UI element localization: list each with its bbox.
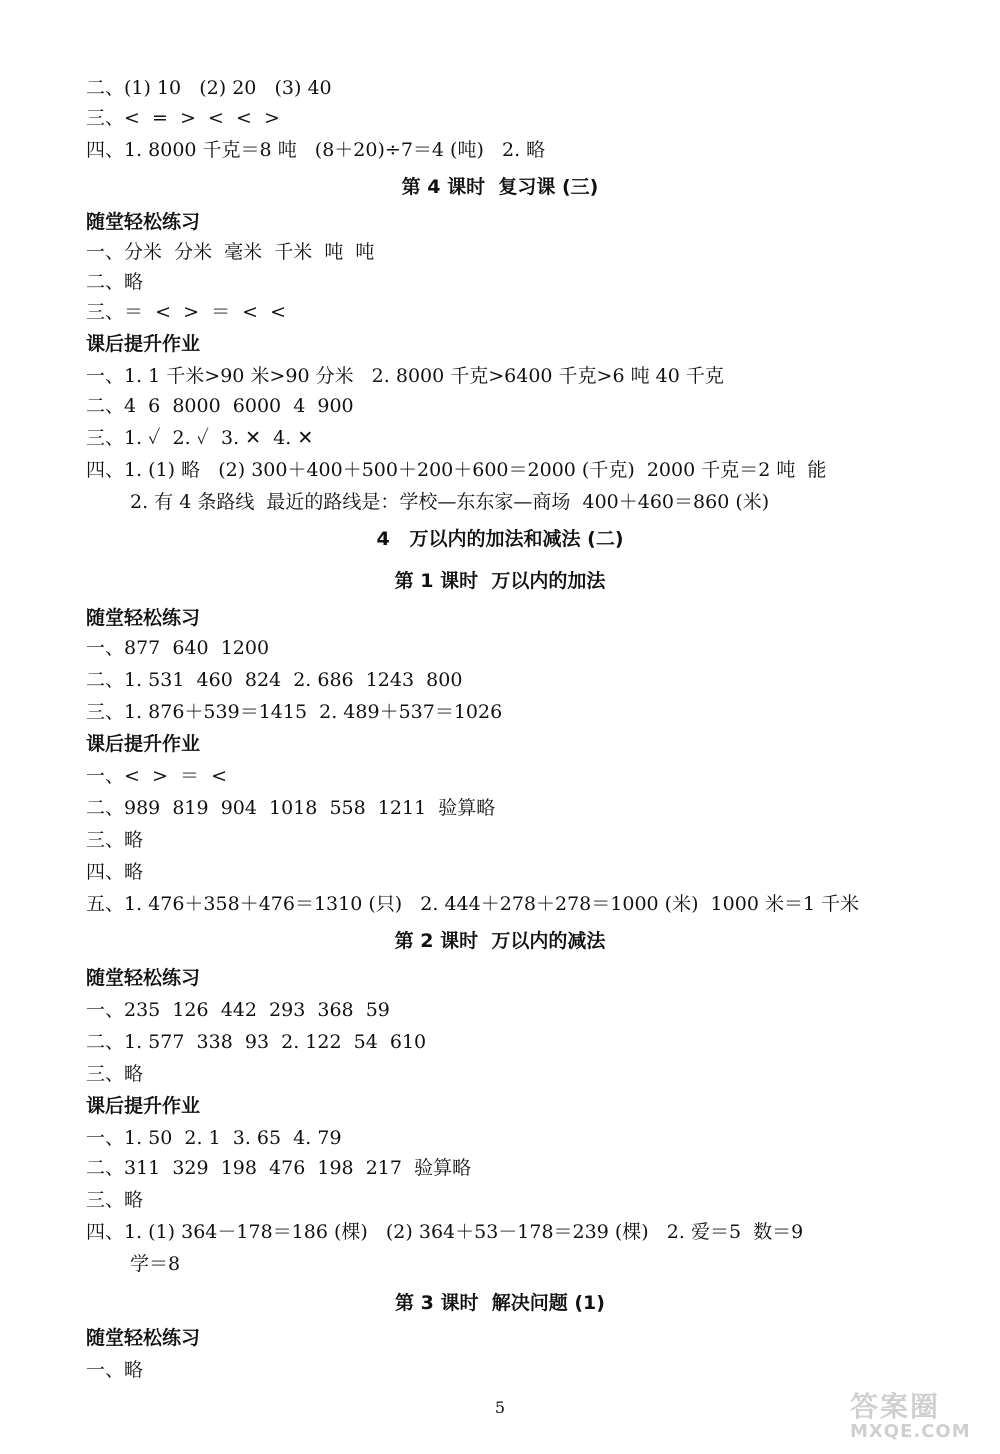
lesson-heading: 第 3 课时 解决问题 (1) bbox=[395, 1292, 605, 1314]
answer-line: 一、877 640 1200 bbox=[86, 637, 270, 659]
answer-line: 二、989 819 904 1018 558 1211 验算略 bbox=[86, 797, 496, 819]
answer-line: 一、235 126 442 293 368 59 bbox=[86, 999, 390, 1021]
answer-line: 一、略 bbox=[86, 1359, 144, 1381]
section-subheading: 随堂轻松练习 bbox=[86, 607, 201, 629]
answer-line: 二、略 bbox=[86, 271, 144, 293]
unit-heading: 4 万以内的加法和减法 (二) bbox=[376, 528, 624, 550]
section-subheading: 课后提升作业 bbox=[86, 733, 201, 755]
answer-line: 一、< > ＝ < bbox=[86, 765, 227, 787]
watermark-logo bbox=[850, 1392, 990, 1448]
answer-line: 一、1. 1 千米>90 米>90 分米 2. 8000 千克>6400 千克>6 吨 40 千克 bbox=[86, 365, 724, 387]
answer-line: 三、略 bbox=[86, 1063, 144, 1085]
section-subheading: 随堂轻松练习 bbox=[86, 967, 201, 989]
answer-line: 二、4 6 8000 6000 4 900 bbox=[86, 395, 354, 417]
lesson-heading: 第 1 课时 万以内的加法 bbox=[394, 570, 606, 592]
answer-line: 一、1. 50 2. 1 3. 65 4. 79 bbox=[86, 1127, 342, 1149]
answer-line: 四、1. (1) 略 (2) 300＋400＋500＋200＋600＝2000 (千克) 2000 千克＝2 吨 能 bbox=[86, 459, 827, 481]
answer-line: 一、分米 分米 毫米 千米 吨 吨 bbox=[86, 241, 375, 263]
watermark-url: MXQE.COM bbox=[850, 1421, 971, 1442]
section-subheading: 随堂轻松练习 bbox=[86, 211, 201, 233]
page-number: 5 bbox=[494, 1398, 506, 1417]
answer-line: 四、略 bbox=[86, 861, 144, 883]
answer-line: 三、略 bbox=[86, 1189, 144, 1211]
lesson-heading: 第 2 课时 万以内的减法 bbox=[394, 930, 606, 952]
answer-line: 三、1. 876＋539＝1415 2. 489＋537＝1026 bbox=[86, 701, 503, 723]
answer-line: 三、＝ < > ＝ < < bbox=[86, 301, 287, 323]
answer-line: 二、311 329 198 476 198 217 验算略 bbox=[86, 1157, 472, 1179]
answer-line: 二、1. 577 338 93 2. 122 54 610 bbox=[86, 1031, 427, 1053]
section-subheading: 随堂轻松练习 bbox=[86, 1327, 201, 1349]
answer-line: 三、< = > < < > bbox=[86, 107, 280, 129]
section-subheading: 课后提升作业 bbox=[86, 333, 201, 355]
answer-line: 学＝8 bbox=[130, 1253, 181, 1275]
answer-line: 三、1. ✓ 2. ✓ 3. ✕ 4. ✕ bbox=[86, 427, 314, 449]
answer-line: 2. 有 4 条路线 最近的路线是：学校—东东家—商场 400＋460＝860 (米) bbox=[130, 491, 770, 513]
answer-line: 四、1. 8000 千克＝8 吨 (8＋20)÷7＝4 (吨) 2. 略 bbox=[86, 139, 546, 161]
watermark-text: 答案圈 bbox=[850, 1390, 941, 1423]
answer-line: 二、1. 531 460 824 2. 686 1243 800 bbox=[86, 669, 463, 691]
section-subheading: 课后提升作业 bbox=[86, 1095, 201, 1117]
answer-line: 五、1. 476＋358＋476＝1310 (只) 2. 444＋278＋278＝1000 (米) 1000 米＝1 千米 bbox=[86, 893, 860, 915]
lesson-heading: 第 4 课时 复习课 (三) bbox=[401, 176, 599, 198]
answer-line: 二、(1) 10 (2) 20 (3) 40 bbox=[86, 77, 332, 99]
answer-line: 三、略 bbox=[86, 829, 144, 851]
answer-line: 四、1. (1) 364－178＝186 (棵) (2) 364＋53－178＝239 (棵) 2. 爱＝5 数＝9 bbox=[86, 1221, 804, 1243]
